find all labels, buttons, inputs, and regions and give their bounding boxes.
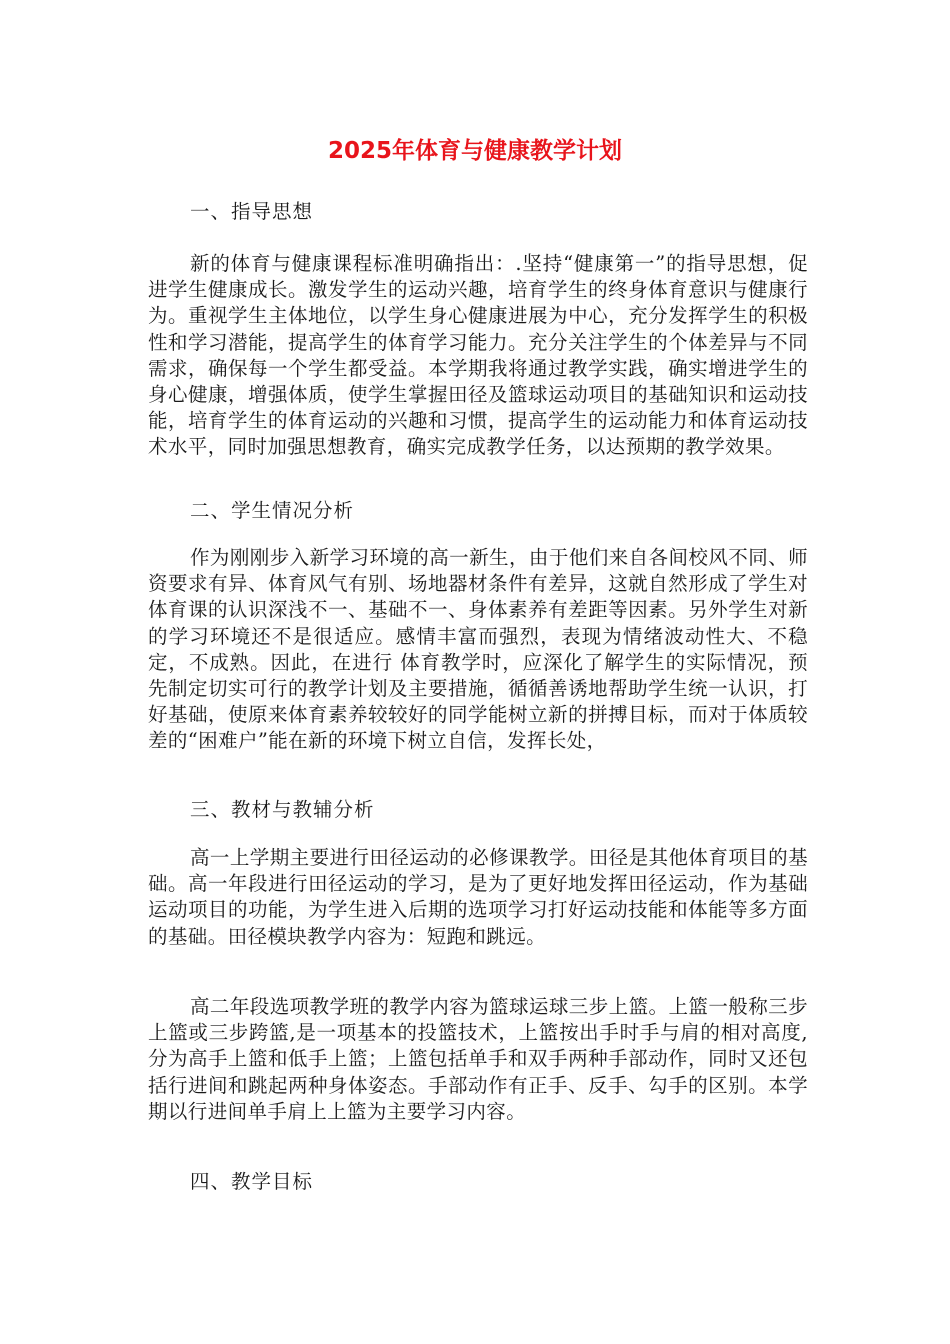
paragraph-guiding-ideology: 新的体育与健康课程标准明确指出：.坚持“健康第一”的指导思想，促进学生健康成长。激发学生的运动兴趣，培育学生的终身体育意识与健康行为。重视学生主体地位，以学生身心健康进展为中心，充分发挥学生的积极性和学习潜能，提高学生的体育学习能力。充分关注学生的个体差异与不同需求，确保每一个学生都受益。本学期我将通过教学实践，确实增进学生的身心健康，增强体质，使学生掌握田径及篮球运动项目的基础知识和运动技能，培育学生的体育运动的兴趣和习惯，提高学生的运动能力和体育运动技术水平，同时加强思想教育，确实完成教学任务，以达预期的教学效果。 xyxy=(148,252,808,459)
section-heading-teaching-goals: 四、教学目标 xyxy=(190,1170,314,1193)
paragraph-track-and-field: 高一上学期主要进行田径运动的必修课教学。田径是其他体育项目的基础。高一年段进行田径运动的学习，是为了更好地发挥田径运动，作为基础运动项目的功能，为学生进入后期的选项学习打好运动技能和体能等多方面的基础。田径模块教学内容为：短跑和跳远。 xyxy=(148,846,808,948)
section-heading-student-analysis: 二、学生情况分析 xyxy=(190,499,355,522)
section-heading-guiding-ideology: 一、指导思想 xyxy=(190,200,314,223)
paragraph-basketball-layup: 高二年段选项教学班的教学内容为篮球运球三步上篮。上篮一般称三步上篮或三步跨篮,是一项基本的投篮技术，上篮按出手时手与肩的相对高度,分为高手上篮和低手上篮；上篮包括单手和双手两种手部动作，同时又还包括行进间和跳起两种身体姿态。手部动作有正手、反手、勾手的区别。本学期以行进间单手肩上上篮为主要学习内容。 xyxy=(148,995,808,1123)
paragraph-student-analysis: 作为刚刚步入新学习环境的高一新生，由于他们来自各间校风不同、师资要求有异、体育风气有别、场地器材条件有差异，这就自然形成了学生对体育课的认识深浅不一、基础不一、身体素养有差距等因素。另外学生对新的学习环境还不是很适应。感情丰富而强烈，表现为情绪波动性大、不稳定，不成熟。因此，在进行 体育教学时，应深化了解学生的实际情况，预先制定切实可行的教学计划及主要措施，循循善诱地帮助学生统一认识，打好基础，使原来体育素养较较好的同学能树立新的拼搏目标，而对于体质较差的“困难户”能在新的环境下树立自信，发挥长处， xyxy=(148,546,808,753)
document-title: 2025年体育与健康教学计划 xyxy=(327,138,622,164)
section-heading-materials-analysis: 三、教材与教辅分析 xyxy=(190,798,375,821)
